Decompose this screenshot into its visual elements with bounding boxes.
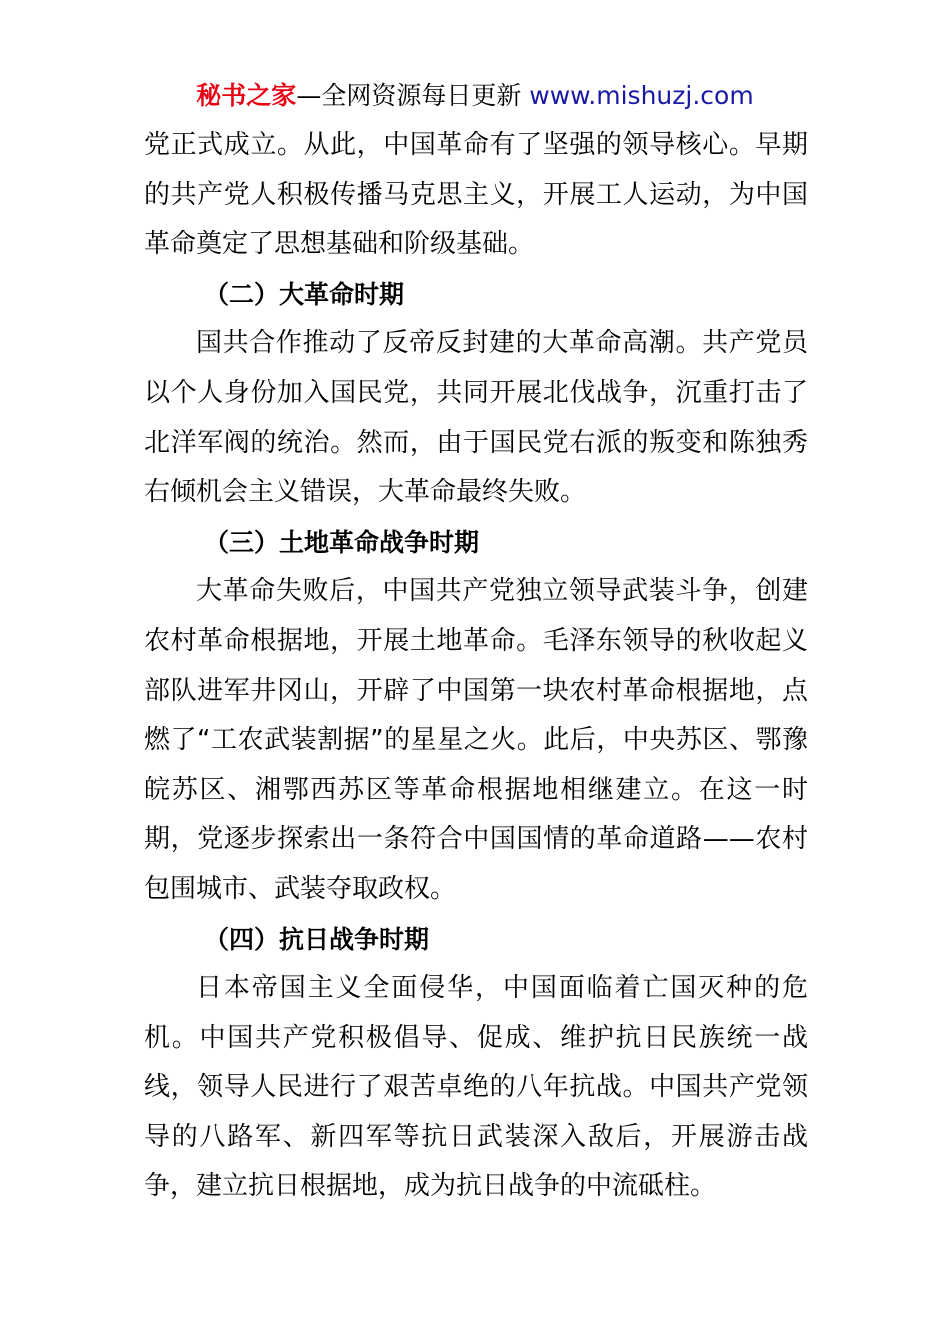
page-header xyxy=(0,80,950,112)
paragraph-intro: 党正式成立。从此，中国革命有了坚强的领导核心。早期的共产党人积极传播马克思主义，开展工人运动，为中国革命奠定了思想基础和阶级基础。 xyxy=(144,130,808,260)
section-heading-2: （二）大革命时期 xyxy=(204,279,405,309)
header-brand: 秘书之家 xyxy=(196,81,297,110)
paragraph-great-revolution: 国共合作推动了反帝反封建的大革命高潮。共产党员以个人身份加入国民党，共同开展北伐战争，沉重打击了北洋军阀的统治。然而，由于国民党右派的叛变和陈独秀右倾机会主义错误，大革命最终失败。 xyxy=(144,328,808,508)
paragraph-land-revolution: 大革命失败后，中国共产党独立领导武装斗争，创建农村革命根据地，开展土地革命。毛泽东领导的秋收起义部队进军井冈山，开辟了中国第一块农村革命根据地，点燃了“工农武装割据”的星星之火。此后，中央苏区、鄂豫皖苏区、湘鄂西苏区等革命根据地相继建立。在这一时期，党逐步探索出一条符合中国国情的革命道路——农村包围城市、武装夺取政权。 xyxy=(144,576,808,904)
section-heading-4: （四）抗日战争时期 xyxy=(204,924,430,954)
section-heading-3: （三）土地革命战争时期 xyxy=(204,527,480,557)
header-tagline: —全网资源每日更新 xyxy=(296,81,530,110)
header-url: www.mishuzj.com xyxy=(529,81,754,110)
paragraph-anti-japanese-war: 日本帝国主义全面侵华，中国面临着亡国灭种的危机。中国共产党积极倡导、促成、维护抗日民族统一战线，领导人民进行了艰苦卓绝的八年抗战。中国共产党领导的八路军、新四军等抗日武装深入敌后，开展游击战争，建立抗日根据地，成为抗日战争的中流砥柱。 xyxy=(144,973,808,1202)
document-body xyxy=(144,121,808,1212)
